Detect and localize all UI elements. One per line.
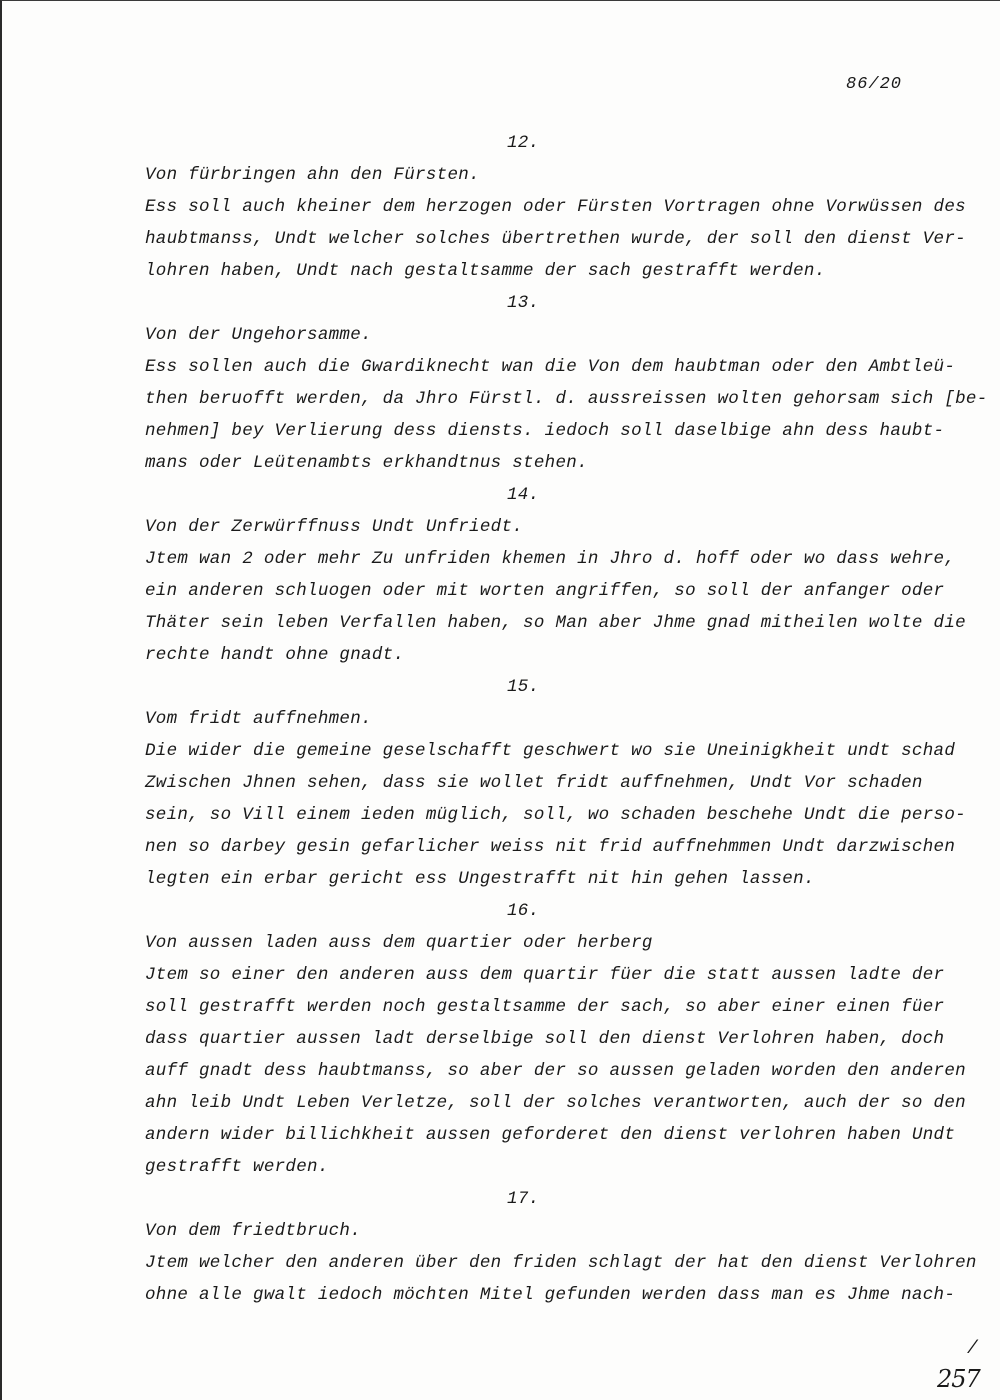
text-line: gestrafft werden. xyxy=(145,1157,329,1177)
text-line: rechte handt ohne gnadt. xyxy=(145,645,405,665)
section-number: 13. xyxy=(507,293,540,313)
text-line: then beruofft werden, da Jhro Fürstl. d. aussreissen wolten gehorsam sich [be- xyxy=(145,389,988,409)
section-heading: Von aussen laden auss dem quartier oder herberg xyxy=(145,933,653,953)
section-number: 15. xyxy=(507,677,540,697)
text-line: sein, so Vill einem ieden müglich, soll, wo schaden beschehe Undt die perso- xyxy=(145,805,966,825)
section-number: 17. xyxy=(507,1189,540,1209)
text-line: legten ein erbar gericht ess Ungestrafft nit hin gehen lassen. xyxy=(145,869,815,889)
text-line: Ess soll auch kheiner dem herzogen oder Fürsten Vortragen ohne Vorwüssen des xyxy=(145,197,966,217)
text-line: Die wider die gemeine geselschafft geschwert wo sie Uneinigkheit undt schad xyxy=(145,741,956,761)
section-heading: Von der Zerwürffnuss Undt Unfriedt. xyxy=(145,517,524,537)
text-line: mans oder Leütenambts erkhandtnus stehen. xyxy=(145,453,588,473)
section-heading: Von fürbringen ahn den Fürsten. xyxy=(145,165,480,185)
handwritten-mark: / xyxy=(967,1339,978,1359)
text-line: ein anderen schluogen oder mit worten angriffen, so soll der anfanger oder xyxy=(145,581,945,601)
text-line: andern wider billichkheit aussen geforderet den dienst verlohren haben Undt xyxy=(145,1125,956,1145)
text-line: ahn leib Undt Leben Verletze, soll der solches verantworten, auch der so den xyxy=(145,1093,966,1113)
text-line: lohren haben, Undt nach gestaltsamme der sach gestrafft werden. xyxy=(145,261,826,281)
page-number: 86/20 xyxy=(846,75,903,94)
section-number: 14. xyxy=(507,485,540,505)
section-heading: Vom fridt auffnehmen. xyxy=(145,709,372,729)
text-line: auff gnadt dess haubtmanss, so aber der so aussen geladen worden den anderen xyxy=(145,1061,966,1081)
text-line: Ess sollen auch die Gwardiknecht wan die Von dem haubtman oder den Ambtleü- xyxy=(145,357,956,377)
handwritten-folio-number: 257 xyxy=(937,1365,980,1393)
text-line: nehmen] bey Verlierung dess diensts. iedoch soll daselbige ahn dess haubt- xyxy=(145,421,945,441)
document-body xyxy=(145,127,988,1311)
section-number: 12. xyxy=(507,133,540,153)
section-number: 16. xyxy=(507,901,540,921)
section-heading: Von dem friedtbruch. xyxy=(145,1221,362,1241)
text-line: haubtmanss, Undt welcher solches übertrethen wurde, der soll den dienst Ver- xyxy=(145,229,966,249)
section-heading: Von der Ungehorsamme. xyxy=(145,325,372,345)
text-line: Jtem welcher den anderen über den friden schlagt der hat den dienst Verlohren xyxy=(145,1253,977,1273)
text-line: Jtem wan 2 oder mehr Zu unfriden khemen in Jhro d. hoff oder wo dass wehre, xyxy=(145,549,956,569)
text-line: nen so darbey gesin gefarlicher weiss nit frid auffnehmmen Undt darzwischen xyxy=(145,837,956,857)
text-line: ohne alle gwalt iedoch möchten Mitel gefunden werden dass man es Jhme nach- xyxy=(145,1285,956,1305)
text-line: soll gestrafft werden noch gestaltsamme der sach, so aber einer einen füer xyxy=(145,997,945,1017)
text-line: dass quartier aussen ladt derselbige soll den dienst Verlohren haben, doch xyxy=(145,1029,945,1049)
text-line: Jtem so einer den anderen auss dem quartir füer die statt aussen ladte der xyxy=(145,965,945,985)
text-line: Thäter sein leben Verfallen haben, so Man aber Jhme gnad mitheilen wolte die xyxy=(145,613,966,633)
text-line: Zwischen Jhnen sehen, dass sie wollet fridt auffnehmen, Undt Vor schaden xyxy=(145,773,923,793)
